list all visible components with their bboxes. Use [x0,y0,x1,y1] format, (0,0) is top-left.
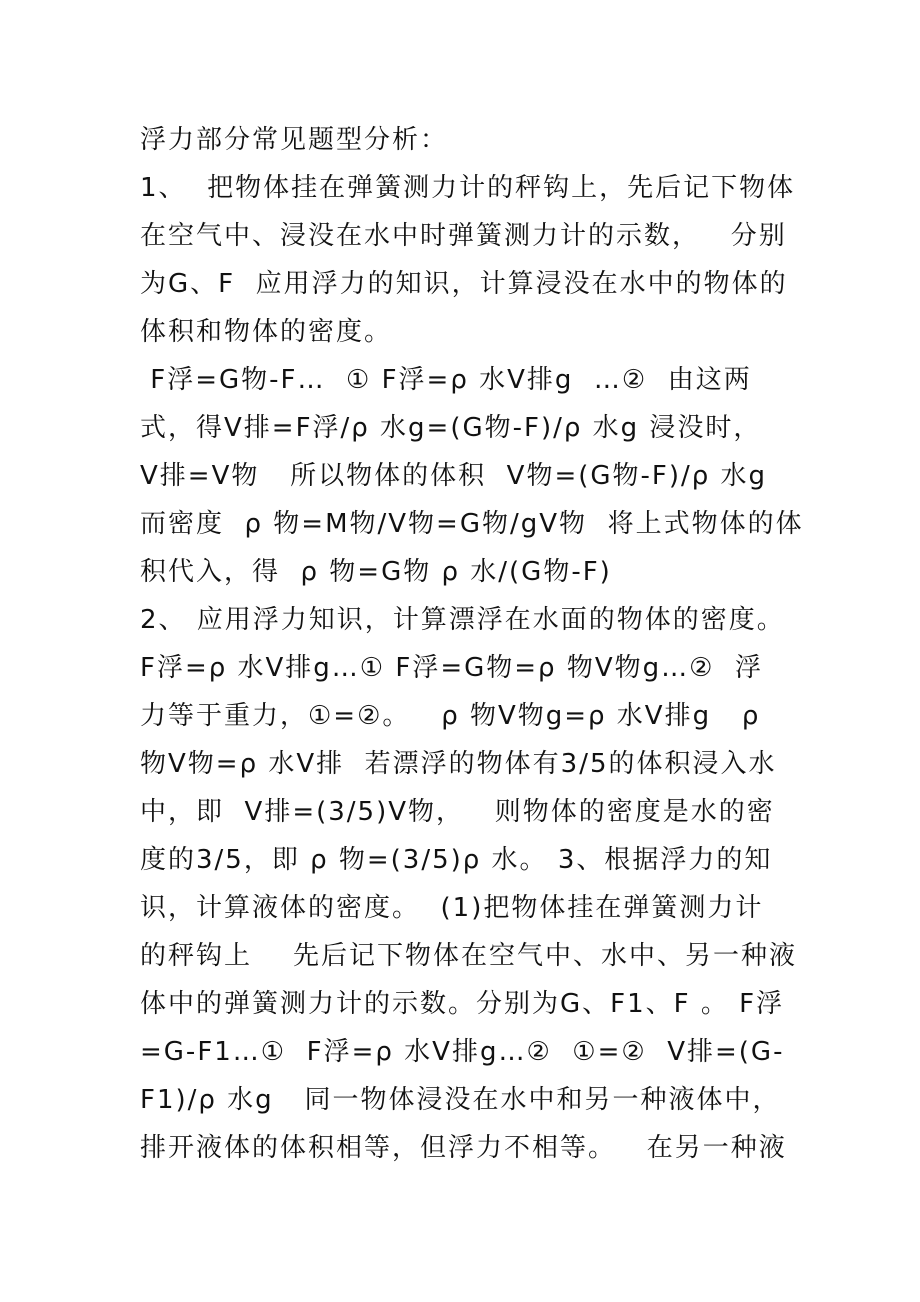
text-line: 体中的弹簧测力计的示数。分别为G、F1、F 。 F浮 [140,989,785,1019]
text-line: 识，计算液体的密度。 (1)把物体挂在弹簧测力计 [140,893,764,923]
formula-line: 物V物=ρ 水V排 若漂浮的物体有3/5的体积浸入水 [140,749,777,779]
formula-line: F1)/ρ 水g 同一物体浸没在水中和另一种液体中， [140,1085,781,1115]
text-line: 中，即 V排=(3/5)V物， 则物体的密度是水的密 [140,797,775,827]
formula-line: F浮=G物-F… ① F浮=ρ 水V排g …② 由这两 [140,365,752,395]
text-line: 体积和物体的密度。 [140,317,393,347]
formula-line: 而密度 ρ 物=M物/V物=G物/gV物 将上式物体的体 [140,509,804,539]
formula-line: =G-F1…① F浮=ρ 水V排g…② ①=② V排=(G- [140,1037,785,1067]
formula-line: 积代入，得 ρ 物=G物 ρ 水/(G物-F) [140,557,612,587]
text-line: 度的3/5，即 ρ 物=(3/5)ρ 水。 3、根据浮力的知 [140,845,773,875]
text-line: 1、 把物体挂在弹簧测力计的秤钩上，先后记下物体 [140,173,796,203]
document-title: 浮力部分常见题型分析： [140,125,449,155]
text-line: 在空气中、浸没在水中时弹簧测力计的示数， 分别 [140,221,787,251]
text-line: 排开液体的体积相等，但浮力不相等。 在另一种液 [140,1133,787,1163]
text-line: 为G、F 应用浮力的知识，计算浸没在水中的物体的 [140,269,788,299]
formula-line: 式，得V排=F浮/ρ 水g=(G物-F)/ρ 水g 浸没时， [140,413,762,443]
document-body [140,116,804,1172]
formula-line: F浮=ρ 水V排g…① F浮=G物=ρ 物V物g…② 浮 [140,653,763,683]
text-line: 2、 应用浮力知识，计算漂浮在水面的物体的密度。 [140,605,785,635]
formula-line: 力等于重力，①=②。 ρ 物V物g=ρ 水V排g ρ [140,701,761,731]
formula-line: V排=V物 所以物体的体积 V物=(G物-F)/ρ 水g [140,461,768,491]
text-line: 的秤钩上 先后记下物体在空气中、水中、另一种液 [140,941,798,971]
